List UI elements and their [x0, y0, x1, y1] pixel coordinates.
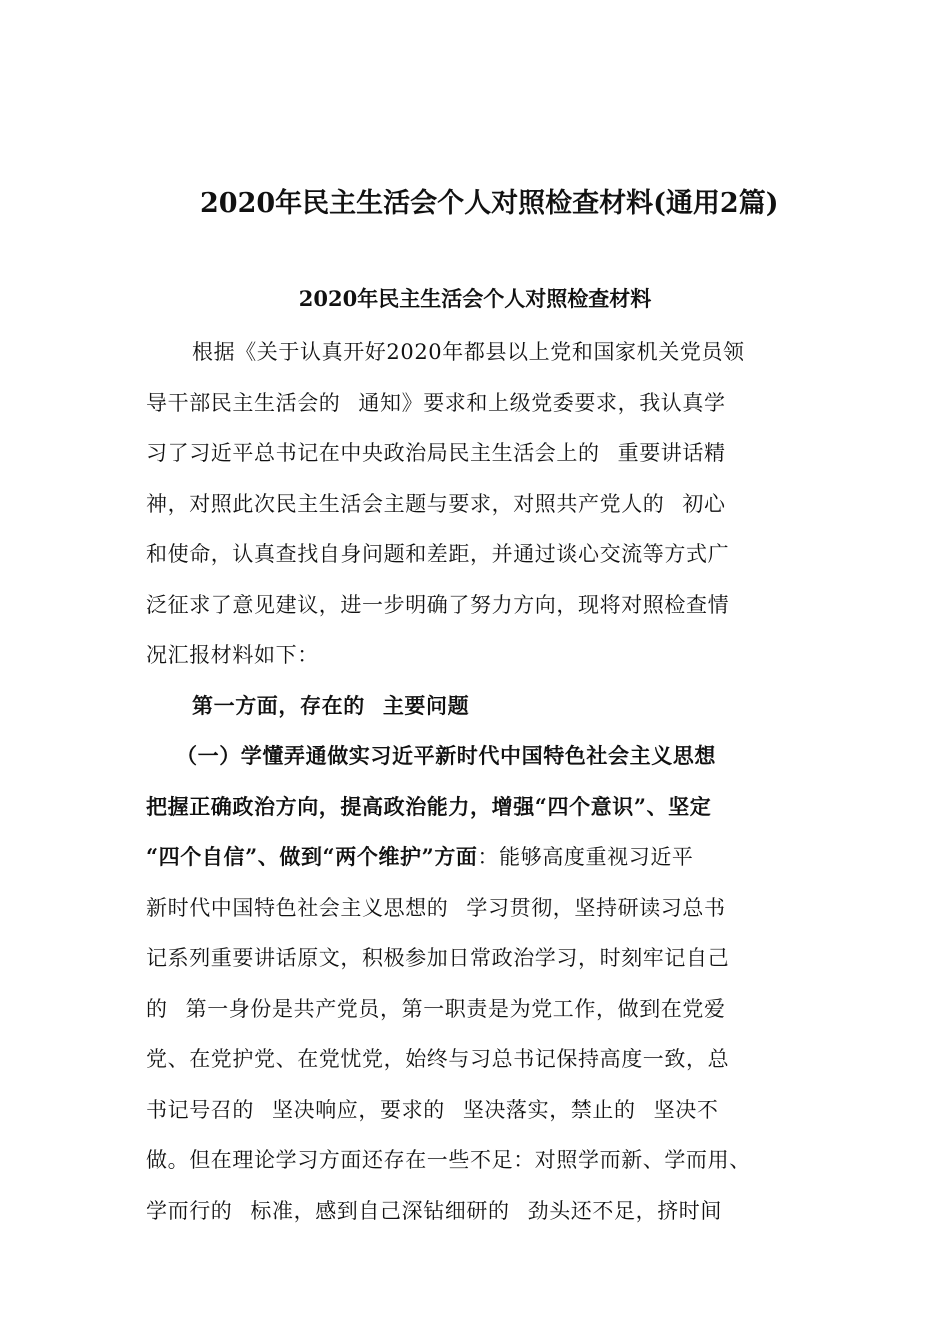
paragraph-line: 书记号召的 坚决响应，要求的 坚决落实，禁止的 坚决不	[146, 1097, 719, 1122]
paragraph-line: 泛征求了意见建议，进一步明确了努力方向，现将对照检查情	[146, 592, 730, 617]
paragraph-line: 和使命，认真查找自身问题和差距，并通过谈心交流等方式广	[146, 542, 730, 566]
paragraph-line: 学而行的 标准，感到自己深钻细研的 劲头还不足，挤时间	[146, 1198, 723, 1223]
paragraph-line: 导干部民主生活会的 通知》要求和上级党委要求，我认真学	[146, 390, 726, 415]
section-title: 2020年民主生活会个人对照检查材料	[298, 286, 652, 311]
paragraph-line: 根据《关于认真开好2020年都县以上党和国家机关党员领	[192, 340, 745, 364]
subsection-heading: （一）学懂弄通做实习近平新时代中国特色社会主义思想	[176, 743, 716, 768]
subsection-heading: 把握正确政治方向，提高政治能力，增强“四个意识”、坚定	[146, 793, 712, 819]
paragraph-line: 况汇报材料如下：	[146, 643, 319, 667]
paragraph-line: 记系列重要讲话原文，积极参加日常政治学习，时刻牢记自己	[146, 946, 730, 970]
paragraph-line: “四个自信”、做到“两个维护”方面：能够高度重视习近平	[146, 844, 694, 869]
paragraph-line: 新时代中国特色社会主义思想的 学习贯彻，坚持研读习总书	[146, 895, 726, 920]
paragraph-line: 习了习近平总书记在中央政治局民主生活会上的 重要讲话精	[146, 441, 726, 465]
paragraph-line: 的 第一身份是共产党员，第一职责是为党工作，做到在党爱	[146, 996, 726, 1021]
paragraph-line: 做。但在理论学习方面还存在一些不足：对照学而新、学而用、	[146, 1148, 751, 1172]
document-title: 2020年民主生活会个人对照检查材料(通用2篇)	[200, 188, 779, 219]
document-body	[146, 334, 808, 1243]
paragraph-line: 神，对照此次民主生活会主题与要求，对照共产党人的 初心	[146, 491, 726, 516]
paragraph-line: 党、在党护党、在党忧党，始终与习总书记保持高度一致，总	[146, 1047, 730, 1071]
section-heading: 第一方面，存在的 主要问题	[192, 692, 470, 718]
